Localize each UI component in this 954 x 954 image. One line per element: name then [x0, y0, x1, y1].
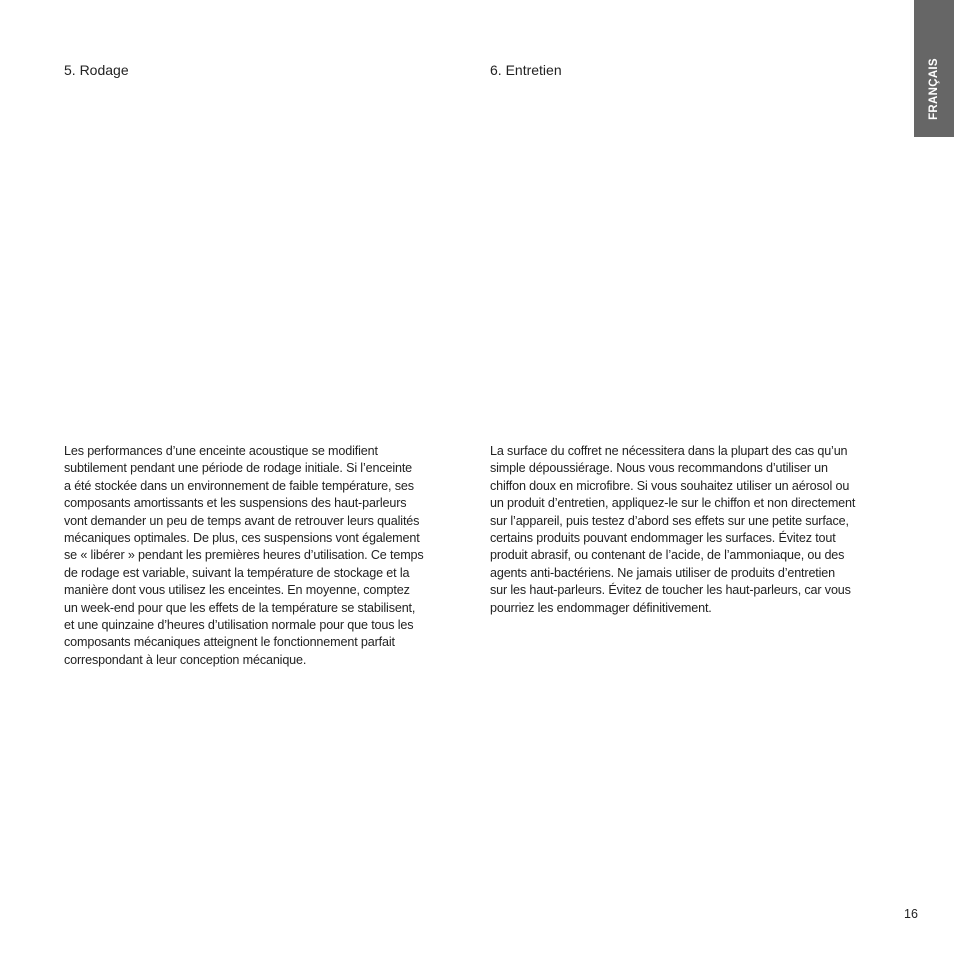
section-body-rodage: Les performances d’une enceinte acoustique se modifient subtilement pendant une période de rodage initiale. Si l’enceinte a été stockée dans un environnement de faible température, ses composants amortissants et les suspensions des haut-parleurs vont demander un peu de temps avant de retrouver leurs qualités mécaniques optimales. De plus, ces suspensions vont également se « libérer » pendant les premières heures d’utilisation. Ce temps de rodage est variable, suivant la température de stockage et la manière dont vous utilisez les enceintes. En moyenne, comptez un week-end pour que les effets de la température se stabilisent, et une quinzaine d’heures d’utilisation normale pour que tous les composants mécaniques atteignent le fonctionnement parfait correspondant à leur conception mécanique. [64, 444, 424, 667]
page-number: 16 [904, 907, 918, 921]
section-title-rodage: 5. Rodage [64, 62, 129, 78]
language-tab [914, 0, 954, 137]
language-tab-label: FRANÇAIS [928, 58, 940, 120]
section-title-entretien: 6. Entretien [490, 62, 562, 78]
section-body-entretien: La surface du coffret ne nécessitera dans la plupart des cas qu’un simple dépoussiérage. Nous vous recommandons d’utiliser un chiffon doux en microfibre. Si vous souhaitez utiliser un aérosol ou un produit d’entretien, appliquez-le sur le chiffon et non directement sur l’appareil, puis testez d’abord ses effets sur une petite surface, certains produits pouvant endommager les surfaces. Évitez tout produit abrasif, ou contenant de l’acide, de l’ammoniaque, ou des agents anti-bactériens. Ne jamais utiliser de produits d’entretien sur les haut-parleurs. Évitez de toucher les haut-parleurs, car vous pourriez les endommager définitivement. [490, 444, 856, 615]
